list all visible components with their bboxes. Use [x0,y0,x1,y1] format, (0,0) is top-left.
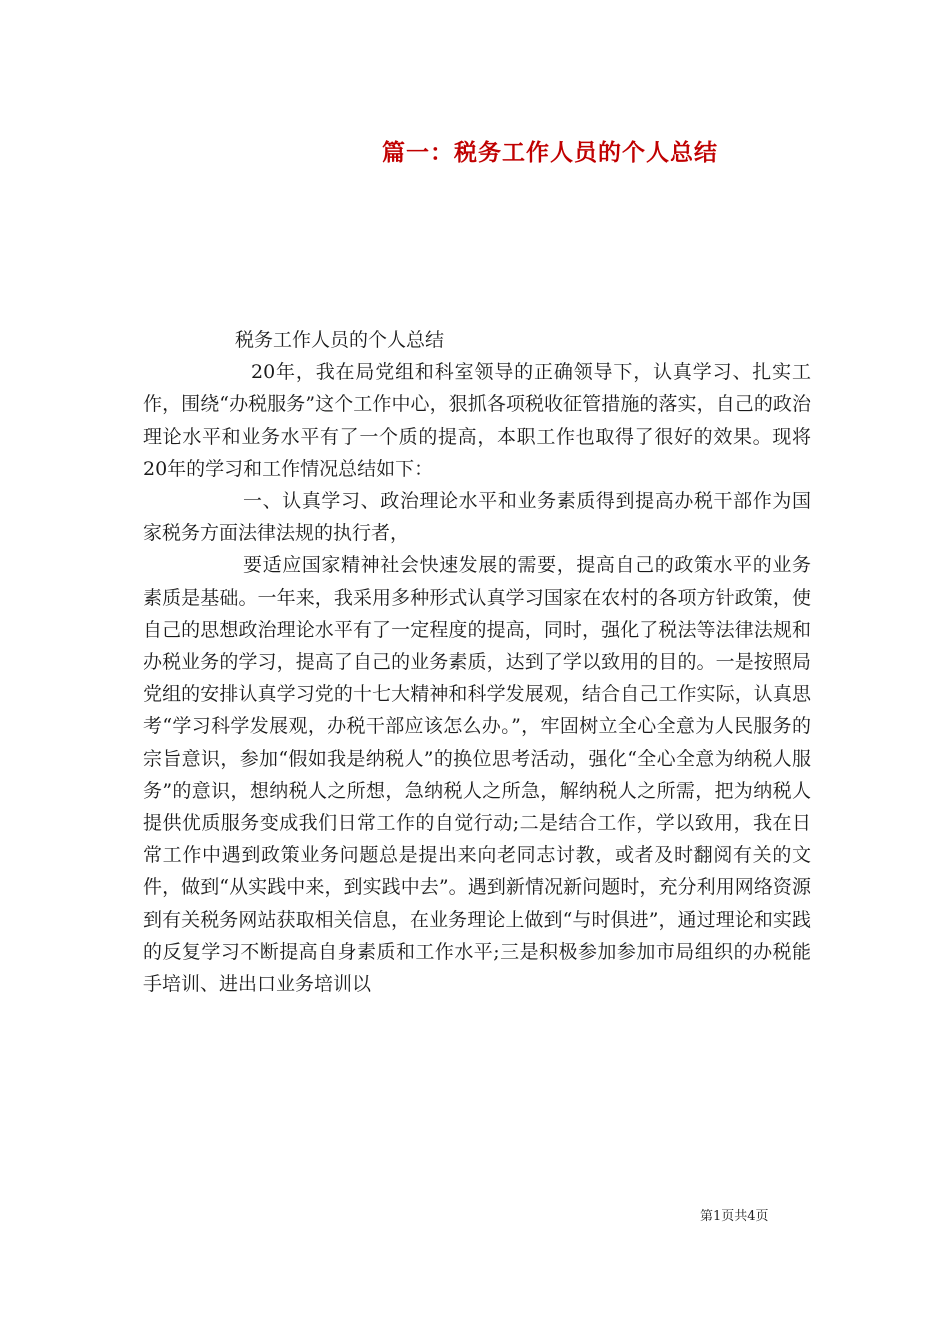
page-number: 第1页共4页 [700,1209,769,1224]
paragraph: 一、认真学习、政治理论水平和业务素质得到提高办税干部作为国家税务方面法律法规的执行者， [143,490,811,545]
document-title: 篇一：税务工作人员的个人总结 [382,140,718,166]
paragraph: 20年，我在局党组和科室领导的正确领导下，认真学习、扎实工作，围绕“办税服务”这个工作中心，狠抓各项税收征管措施的落实，自己的政治理论水平和业务水平有了一个质的提高，本职工作也取得了很好的效果。现将20年的学习和工作情况总结如下： [143,361,811,480]
title-area [0,0,950,200]
section-heading: 税务工作人员的个人总结 [235,329,445,351]
document-body [143,324,811,1000]
paragraph: 要适应国家精神社会快速发展的需要，提高自己的政策水平的业务素质是基础。一年来，我采用多种形式认真学习国家在农村的各项方针政策，使自己的思想政治理论水平有了一定程度的提高，同时，强化了税法等法律法规和办税业务的学习，提高了自己的业务素质，达到了学以致用的目的。一是按照局党组的安排认真学习党的十七大精神和科学发展观，结合自己工作实际，认真思考“学习科学发展观，办税干部应该怎么办。”，牢固树立全心全意为人民服务的宗旨意识，参加“假如我是纳税人”的换位思考活动，强化“全心全意为纳税人服务”的意识，想纳税人之所想，急纳税人之所急，解纳税人之所需，把为纳税人提供优质服务变成我们日常工作的自觉行动;二是结合工作，学以致用，我在日常工作中遇到政策业务问题总是提出来向老同志讨教，或者及时翻阅有关的文件，做到“从实践中来，到实践中去”。遇到新情况新问题时，充分利用网络资源到有关税务网站获取相关信息，在业务理论上做到“与时俱进”，通过理论和实践的反复学习不断提高自身素质和工作水平;三是积极参加参加市局组织的办税能手培训、进出口业务培训以 [143,554,811,996]
